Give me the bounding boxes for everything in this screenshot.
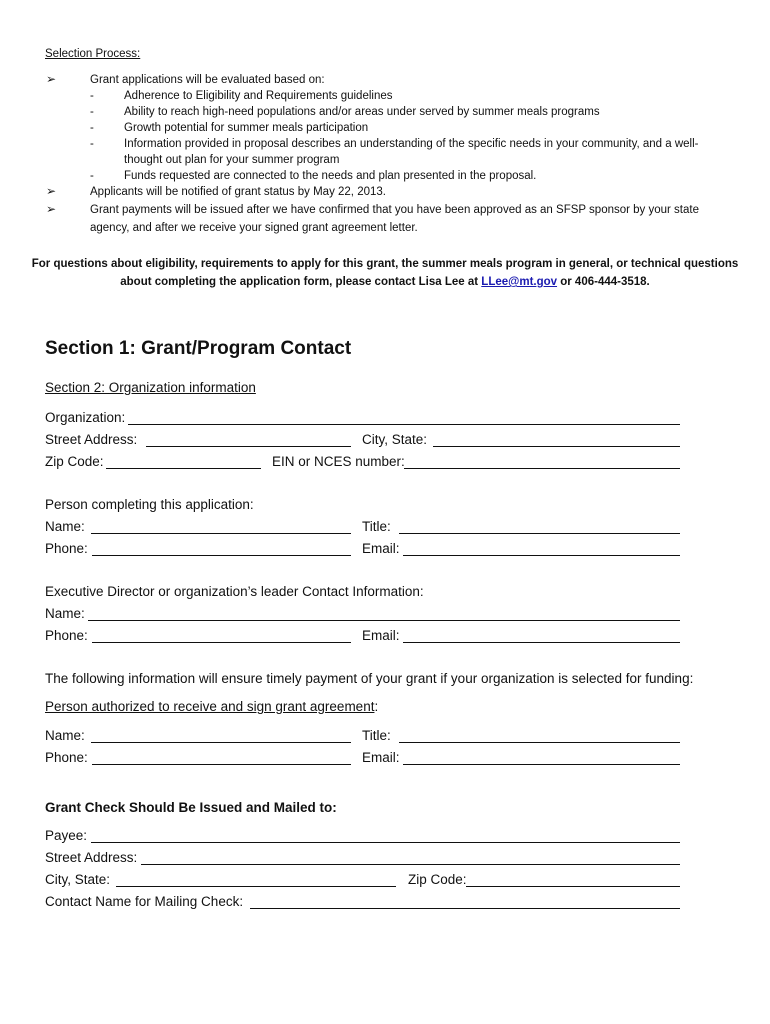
person-phone-field[interactable] — [92, 555, 351, 556]
exec-director-heading: Executive Director or organization’s leader Contact Information: — [45, 584, 424, 599]
questions-line1: For questions about eligibility, requirements to apply for this grant, the summer meals program in general, or technical questions — [31, 258, 739, 270]
bullet-arrow-icon: ➢ — [46, 184, 57, 198]
payment-info-line2: agency, and after we receive your signed grant agreement letter. — [90, 222, 418, 234]
questions-line2-suffix: or 406-444-3518. — [557, 276, 650, 288]
organization-field[interactable] — [128, 424, 680, 425]
zip-code-field[interactable] — [106, 468, 261, 469]
city-state-label: City, State: — [362, 432, 428, 447]
exec-email-field[interactable] — [403, 642, 680, 643]
dash-icon: - — [90, 90, 94, 102]
authorized-email-label: Email: — [362, 750, 400, 765]
questions-line2-prefix: about completing the application form, please contact Lisa Lee at — [120, 276, 482, 288]
payment-info-line1: Grant payments will be issued after we have confirmed that you have been approved as an SFSP sponsor by your state — [90, 204, 699, 216]
ein-label: EIN or NCES number: — [272, 454, 405, 469]
authorized-person-colon: : — [374, 699, 379, 714]
ein-field[interactable] — [404, 468, 680, 469]
criteria-item: Growth potential for summer meals participation — [124, 122, 369, 134]
selection-heading: Selection Process: — [45, 48, 141, 60]
exec-phone-label: Phone: — [45, 628, 88, 643]
person-email-label: Email: — [362, 541, 400, 556]
dash-icon: - — [90, 170, 94, 182]
section1-title: Section 1: Grant/Program Contact — [45, 338, 352, 359]
person-email-field[interactable] — [403, 555, 680, 556]
contact-email-link[interactable]: LLee@mt.gov — [481, 276, 558, 288]
exec-name-label: Name: — [45, 606, 85, 621]
person-name-field[interactable] — [91, 533, 351, 534]
section2-title: Section 2: Organization information — [45, 380, 256, 395]
person-completing-heading: Person completing this application: — [45, 497, 254, 512]
criteria-item: Adherence to Eligibility and Requirements guidelines — [124, 90, 393, 102]
person-name-label: Name: — [45, 519, 85, 534]
street-address-field[interactable] — [146, 446, 351, 447]
check-street-field[interactable] — [141, 864, 680, 865]
organization-label: Organization: — [45, 410, 126, 425]
exec-phone-field[interactable] — [92, 642, 351, 643]
bullet-arrow-icon: ➢ — [46, 72, 57, 86]
bullet-arrow-icon: ➢ — [46, 202, 57, 216]
check-city-state-field[interactable] — [116, 886, 396, 887]
selection-intro: Grant applications will be evaluated based on: — [90, 74, 325, 86]
authorized-name-label: Name: — [45, 728, 85, 743]
authorized-email-field[interactable] — [403, 764, 680, 765]
criteria-item: Ability to reach high-need populations and/or areas under served by summer meals programs — [124, 106, 600, 118]
check-zip-label: Zip Code: — [408, 872, 467, 887]
person-title-field[interactable] — [399, 533, 680, 534]
person-title-label: Title: — [362, 519, 391, 534]
criteria-item: Funds requested are connected to the needs and plan presented in the proposal. — [124, 170, 537, 182]
payment-intro: The following information will ensure timely payment of your grant if your organization is selected for funding: — [45, 671, 694, 686]
check-city-state-label: City, State: — [45, 872, 111, 887]
check-zip-field[interactable] — [466, 886, 680, 887]
dash-icon: - — [90, 138, 94, 150]
criteria-item: Information provided in proposal describes an understanding of the specific needs in your community, and a well- — [124, 138, 699, 150]
exec-name-field[interactable] — [88, 620, 680, 621]
authorized-phone-label: Phone: — [45, 750, 88, 765]
authorized-phone-field[interactable] — [92, 764, 351, 765]
person-phone-label: Phone: — [45, 541, 88, 556]
payee-label: Payee: — [45, 828, 88, 843]
notify-text: Applicants will be notified of grant status by May 22, 2013. — [90, 186, 386, 198]
exec-email-label: Email: — [362, 628, 400, 643]
dash-icon: - — [90, 122, 94, 134]
street-address-label: Street Address: — [45, 432, 138, 447]
zip-code-label: Zip Code: — [45, 454, 104, 469]
questions-line2 — [0, 276, 770, 288]
authorized-person-heading — [45, 699, 378, 714]
mailing-contact-field[interactable] — [250, 908, 680, 909]
dash-icon: - — [90, 106, 94, 118]
authorized-title-field[interactable] — [399, 742, 680, 743]
criteria-item-continued: thought out plan for your summer program — [124, 154, 340, 166]
authorized-title-label: Title: — [362, 728, 391, 743]
grant-check-heading: Grant Check Should Be Issued and Mailed to: — [45, 800, 337, 815]
payee-field[interactable] — [91, 842, 680, 843]
mailing-contact-label: Contact Name for Mailing Check: — [45, 894, 244, 909]
authorized-person-text: Person authorized to receive and sign grant agreement — [45, 699, 375, 714]
authorized-name-field[interactable] — [91, 742, 351, 743]
check-street-label: Street Address: — [45, 850, 138, 865]
city-state-field[interactable] — [433, 446, 680, 447]
